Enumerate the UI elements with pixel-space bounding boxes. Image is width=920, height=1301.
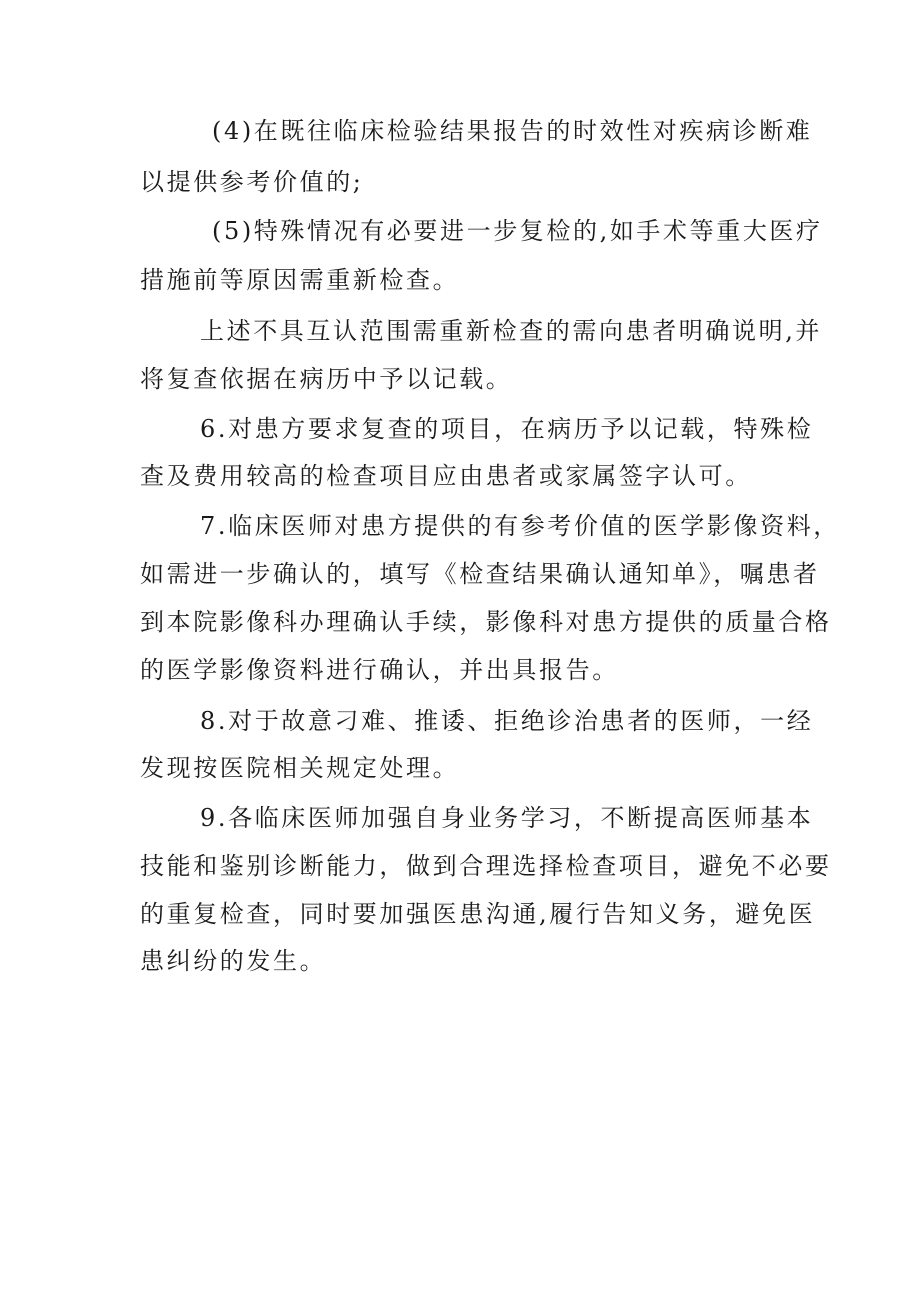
paragraph-item-8-line-2: 发现按医院相关规定处理。 — [140, 754, 460, 782]
paragraph-item-6-line-2: 查及费用较高的检查项目应由患者或家属签字认可。 — [140, 462, 752, 490]
paragraph-note-line-1: 上述不具互认范围需重新检查的需向患者明确说明,并 — [200, 317, 823, 345]
paragraph-item-9-line-1: 9.各临床医师加强自身业务学习，不断提高医师基本 — [200, 804, 814, 832]
paragraph-item-9-line-4: 患纠纷的发生。 — [140, 947, 327, 975]
paragraph-item-6-line-1: 6.对患方要求复查的项目，在病历予以记载，特殊检 — [200, 415, 814, 443]
paragraph-item-7-line-2: 如需进一步确认的，填写《检查结果确认通知单》，嘱患者 — [140, 560, 820, 588]
paragraph-item-9-line-2: 技能和鉴别诊断能力，做到合理选择检查项目，避免不必要 — [140, 852, 832, 880]
paragraph-item-8-line-1: 8.对于故意刁难、推诿、拒绝诊治患者的医师，一经 — [200, 707, 814, 735]
paragraph-item-7-line-1: 7.临床医师对患方提供的有参考价值的医学影像资料， — [200, 512, 840, 540]
paragraph-note-line-2: 将复查依据在病历中予以记载。 — [140, 365, 513, 393]
paragraph-item-4-line-2: 以提供参考价值的; — [140, 168, 364, 196]
paragraph-item-5-line-1: (5)特殊情况有必要进一步复检的,如手术等重大医疗 — [212, 217, 823, 245]
paragraph-item-5-line-2: 措施前等原因需重新检查。 — [140, 266, 460, 294]
paragraph-item-7-line-3: 到本院影像科办理确认手续，影像科对患方提供的质量合格 — [140, 608, 832, 636]
paragraph-item-9-line-3: 的重复检查，同时要加强医患沟通,履行告知义务，避免医 — [140, 900, 816, 928]
paragraph-item-4-line-1: (4)在既往临床检验结果报告的时效性对疾病诊断难 — [212, 117, 813, 145]
paragraph-item-7-line-4: 的医学影像资料进行确认，并出具报告。 — [140, 656, 619, 684]
